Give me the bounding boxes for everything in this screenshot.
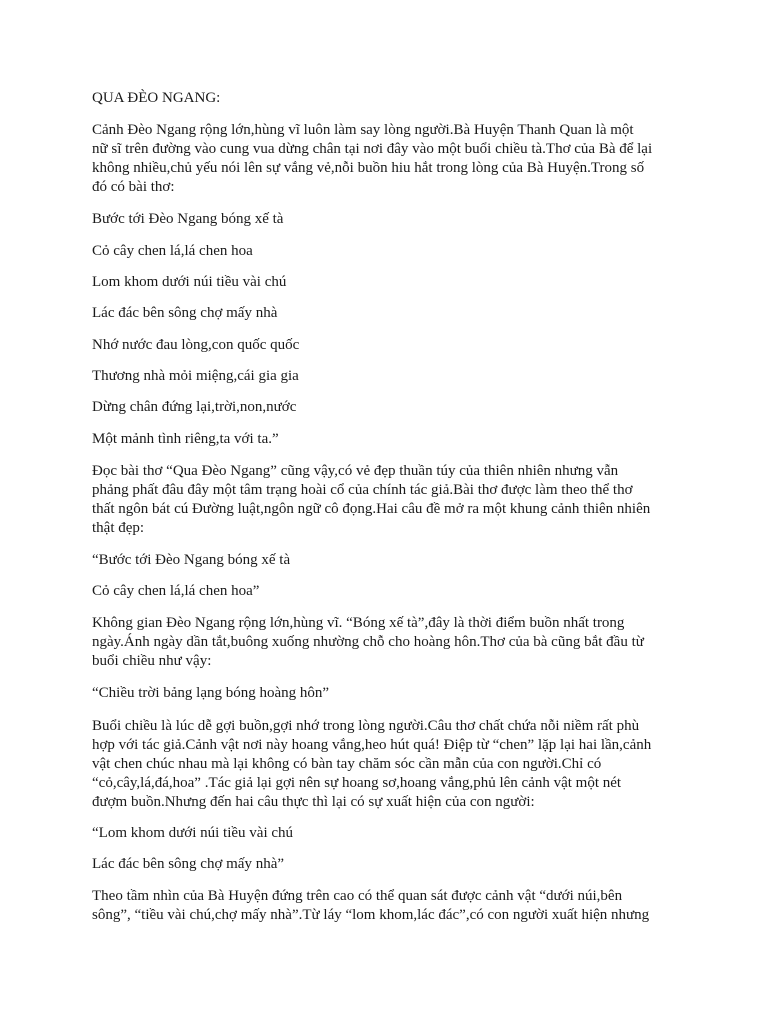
paragraph-line: buổi chiều như vậy: <box>92 653 212 669</box>
poem-line: Lom khom dưới núi tiều vài chú <box>92 274 287 290</box>
poem-line: Thương nhà mỏi miệng,cái gia gia <box>92 368 299 384</box>
document-title: QUA ĐÈO NGANG: <box>92 90 221 106</box>
paragraph-line: thất ngôn bát cú Đường luật,ngôn ngữ cô đọng.Hai câu đề mở ra một khung cảnh thiên nhiên <box>92 501 651 517</box>
paragraph-line: “cỏ,cây,lá,đá,hoa” .Tác giả lại gợi nên sự hoang sơ,hoang vắng,phủ lên cảnh vật một nét <box>92 775 622 791</box>
paragraph-line: đượm buồn.Nhưng đến hai câu thực thì lại có sự xuất hiện của con người: <box>92 794 535 810</box>
paragraph-line: nữ sĩ trên đường vào cung vua dừng chân tại nơi đây vào một buổi chiều tà.Thơ của Bà để lại <box>92 141 653 157</box>
paragraph-line: Không gian Đèo Ngang rộng lớn,hùng vĩ. “Bóng xế tà”,đây là thời điểm buồn nhất trong <box>92 615 625 631</box>
quote-line: Lác đác bên sông chợ mấy nhà” <box>92 856 285 872</box>
poem-line: Một mảnh tình riêng,ta với ta.” <box>92 431 279 447</box>
paragraph-line: ngày.Ánh ngày dần tắt,buông xuống nhường chỗ cho hoàng hôn.Thơ của bà cũng bắt đầu từ <box>92 634 644 650</box>
quote-line: “Chiều trời bảng lạng bóng hoàng hôn” <box>92 685 330 701</box>
paragraph-line: phảng phất đâu đây một tâm trạng hoài cổ của chính tác giả.Bài thơ được làm theo thể thơ <box>92 482 633 498</box>
paragraph-line: sông”, “tiều vài chú,chợ mấy nhà”.Từ láy “lom khom,lác đác”,có con người xuất hiện nhưng <box>92 907 650 923</box>
paragraph-line: Buổi chiều là lúc dễ gợi buồn,gợi nhớ trong lòng người.Câu thơ chất chứa nỗi niềm rất phù <box>92 718 640 734</box>
paragraph-line: không nhiều,chủ yếu nói lên sự vắng vẻ,nỗi buồn hiu hắt trong lòng của Bà Huyện.Trong số <box>92 160 645 176</box>
paragraph-line: Cảnh Đèo Ngang rộng lớn,hùng vĩ luôn làm say lòng người.Bà Huyện Thanh Quan là một <box>92 122 634 138</box>
quote-line: Cỏ cây chen lá,lá chen hoa” <box>92 583 260 599</box>
poem-line: Bước tới Đèo Ngang bóng xế tà <box>92 211 284 227</box>
paragraph-line: Đọc bài thơ “Qua Đèo Ngang” cũng vậy,có vẻ đẹp thuần túy của thiên nhiên nhưng vẫn <box>92 463 619 479</box>
poem-line: Lác đác bên sông chợ mấy nhà <box>92 305 278 321</box>
quote-line: “Lom khom dưới núi tiều vài chú <box>92 825 294 841</box>
poem-line: Dừng chân đứng lại,trời,non,nước <box>92 399 297 415</box>
paragraph-line: thật đẹp: <box>92 520 145 536</box>
quote-line: “Bước tới Đèo Ngang bóng xế tà <box>92 552 291 568</box>
poem-line: Cỏ cây chen lá,lá chen hoa <box>92 243 253 259</box>
paragraph-line: hợp với tác giả.Cảnh vật nơi này hoang vắng,heo hút quá! Điệp từ “chen” lặp lại hai lần,cảnh <box>92 737 652 753</box>
paragraph-line: vật chen chúc nhau mà lại không có bàn tay chăm sóc cần mẫn của con người.Chỉ có <box>92 756 602 772</box>
paragraph-line: đó có bài thơ: <box>92 179 175 195</box>
poem-line: Nhớ nước đau lòng,con quốc quốc <box>92 337 300 353</box>
paragraph-line: Theo tầm nhìn của Bà Huyện đứng trên cao có thể quan sát được cảnh vật “dưới núi,bên <box>92 888 623 904</box>
